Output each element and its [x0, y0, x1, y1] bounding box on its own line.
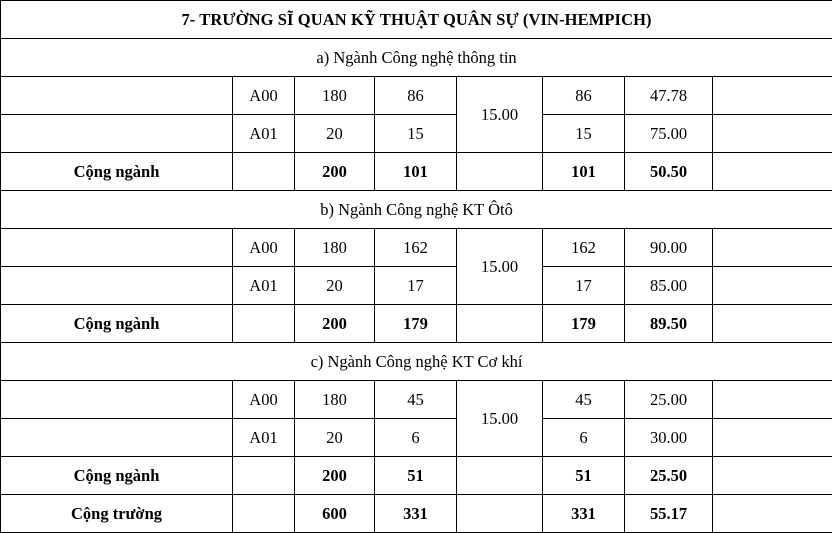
row-score: 15.00	[457, 77, 543, 153]
page-title: 7- TRƯỜNG SĨ QUAN KỸ THUẬT QUÂN SỰ (VIN-HEMPICH)	[1, 1, 832, 39]
row-note	[713, 267, 832, 305]
row-note	[713, 419, 832, 457]
row-admitted: 162	[543, 229, 625, 267]
row-label	[1, 229, 233, 267]
row-label	[1, 267, 233, 305]
subtotal-registered: 179	[375, 305, 457, 343]
row-ratio: 75.00	[625, 115, 713, 153]
row-registered: 15	[375, 115, 457, 153]
row-ratio: 47.78	[625, 77, 713, 115]
section-heading-c: c) Ngành Công nghệ KT Cơ khí	[1, 343, 832, 381]
row-ratio: 25.00	[625, 381, 713, 419]
grand-total-score	[457, 495, 543, 533]
row-code: A00	[233, 229, 295, 267]
table-subtotal-row	[1, 305, 832, 343]
section-heading-a: a) Ngành Công nghệ thông tin	[1, 39, 832, 77]
row-code: A01	[233, 115, 295, 153]
subtotal-admitted: 179	[543, 305, 625, 343]
subtotal-label: Cộng ngành	[1, 153, 233, 191]
row-quota: 180	[295, 77, 375, 115]
section-heading-b: b) Ngành Công nghệ KT Ôtô	[1, 191, 832, 229]
row-ratio: 90.00	[625, 229, 713, 267]
row-admitted: 86	[543, 77, 625, 115]
subtotal-ratio: 89.50	[625, 305, 713, 343]
row-note	[713, 381, 832, 419]
row-note	[713, 77, 832, 115]
section-heading-row	[1, 343, 832, 381]
row-quota: 180	[295, 229, 375, 267]
table-title-row	[1, 1, 832, 39]
table-row	[1, 115, 832, 153]
row-code: A01	[233, 419, 295, 457]
row-label	[1, 77, 233, 115]
subtotal-score	[457, 153, 543, 191]
row-label	[1, 381, 233, 419]
grand-total-code	[233, 495, 295, 533]
table-row	[1, 381, 832, 419]
subtotal-score	[457, 305, 543, 343]
row-admitted: 17	[543, 267, 625, 305]
row-ratio: 30.00	[625, 419, 713, 457]
grand-total-note	[713, 495, 832, 533]
subtotal-note	[713, 457, 832, 495]
row-quota: 180	[295, 381, 375, 419]
subtotal-score	[457, 457, 543, 495]
row-quota: 20	[295, 419, 375, 457]
subtotal-code	[233, 457, 295, 495]
row-quota: 20	[295, 115, 375, 153]
table-row	[1, 77, 832, 115]
table-grand-total-row	[1, 495, 832, 533]
subtotal-quota: 200	[295, 457, 375, 495]
subtotal-code	[233, 305, 295, 343]
grand-total-ratio: 55.17	[625, 495, 713, 533]
row-note	[713, 115, 832, 153]
row-code: A01	[233, 267, 295, 305]
subtotal-label: Cộng ngành	[1, 305, 233, 343]
section-heading-row	[1, 191, 832, 229]
table-row	[1, 419, 832, 457]
table-subtotal-row	[1, 457, 832, 495]
subtotal-ratio: 25.50	[625, 457, 713, 495]
subtotal-admitted: 101	[543, 153, 625, 191]
grand-total-registered: 331	[375, 495, 457, 533]
row-admitted: 6	[543, 419, 625, 457]
subtotal-code	[233, 153, 295, 191]
row-registered: 45	[375, 381, 457, 419]
subtotal-ratio: 50.50	[625, 153, 713, 191]
section-heading-row	[1, 39, 832, 77]
row-note	[713, 229, 832, 267]
row-label	[1, 115, 233, 153]
row-ratio: 85.00	[625, 267, 713, 305]
row-registered: 6	[375, 419, 457, 457]
row-label	[1, 419, 233, 457]
grand-total-label: Cộng trường	[1, 495, 233, 533]
subtotal-note	[713, 305, 832, 343]
grand-total-admitted: 331	[543, 495, 625, 533]
subtotal-quota: 200	[295, 305, 375, 343]
subtotal-quota: 200	[295, 153, 375, 191]
grand-total-quota: 600	[295, 495, 375, 533]
row-score: 15.00	[457, 229, 543, 305]
table-subtotal-row	[1, 153, 832, 191]
subtotal-registered: 101	[375, 153, 457, 191]
subtotal-registered: 51	[375, 457, 457, 495]
row-score: 15.00	[457, 381, 543, 457]
row-code: A00	[233, 381, 295, 419]
subtotal-note	[713, 153, 832, 191]
row-admitted: 45	[543, 381, 625, 419]
subtotal-label: Cộng ngành	[1, 457, 233, 495]
subtotal-admitted: 51	[543, 457, 625, 495]
table-row	[1, 229, 832, 267]
row-admitted: 15	[543, 115, 625, 153]
row-quota: 20	[295, 267, 375, 305]
row-registered: 17	[375, 267, 457, 305]
row-code: A00	[233, 77, 295, 115]
row-registered: 86	[375, 77, 457, 115]
table-row	[1, 267, 832, 305]
row-registered: 162	[375, 229, 457, 267]
